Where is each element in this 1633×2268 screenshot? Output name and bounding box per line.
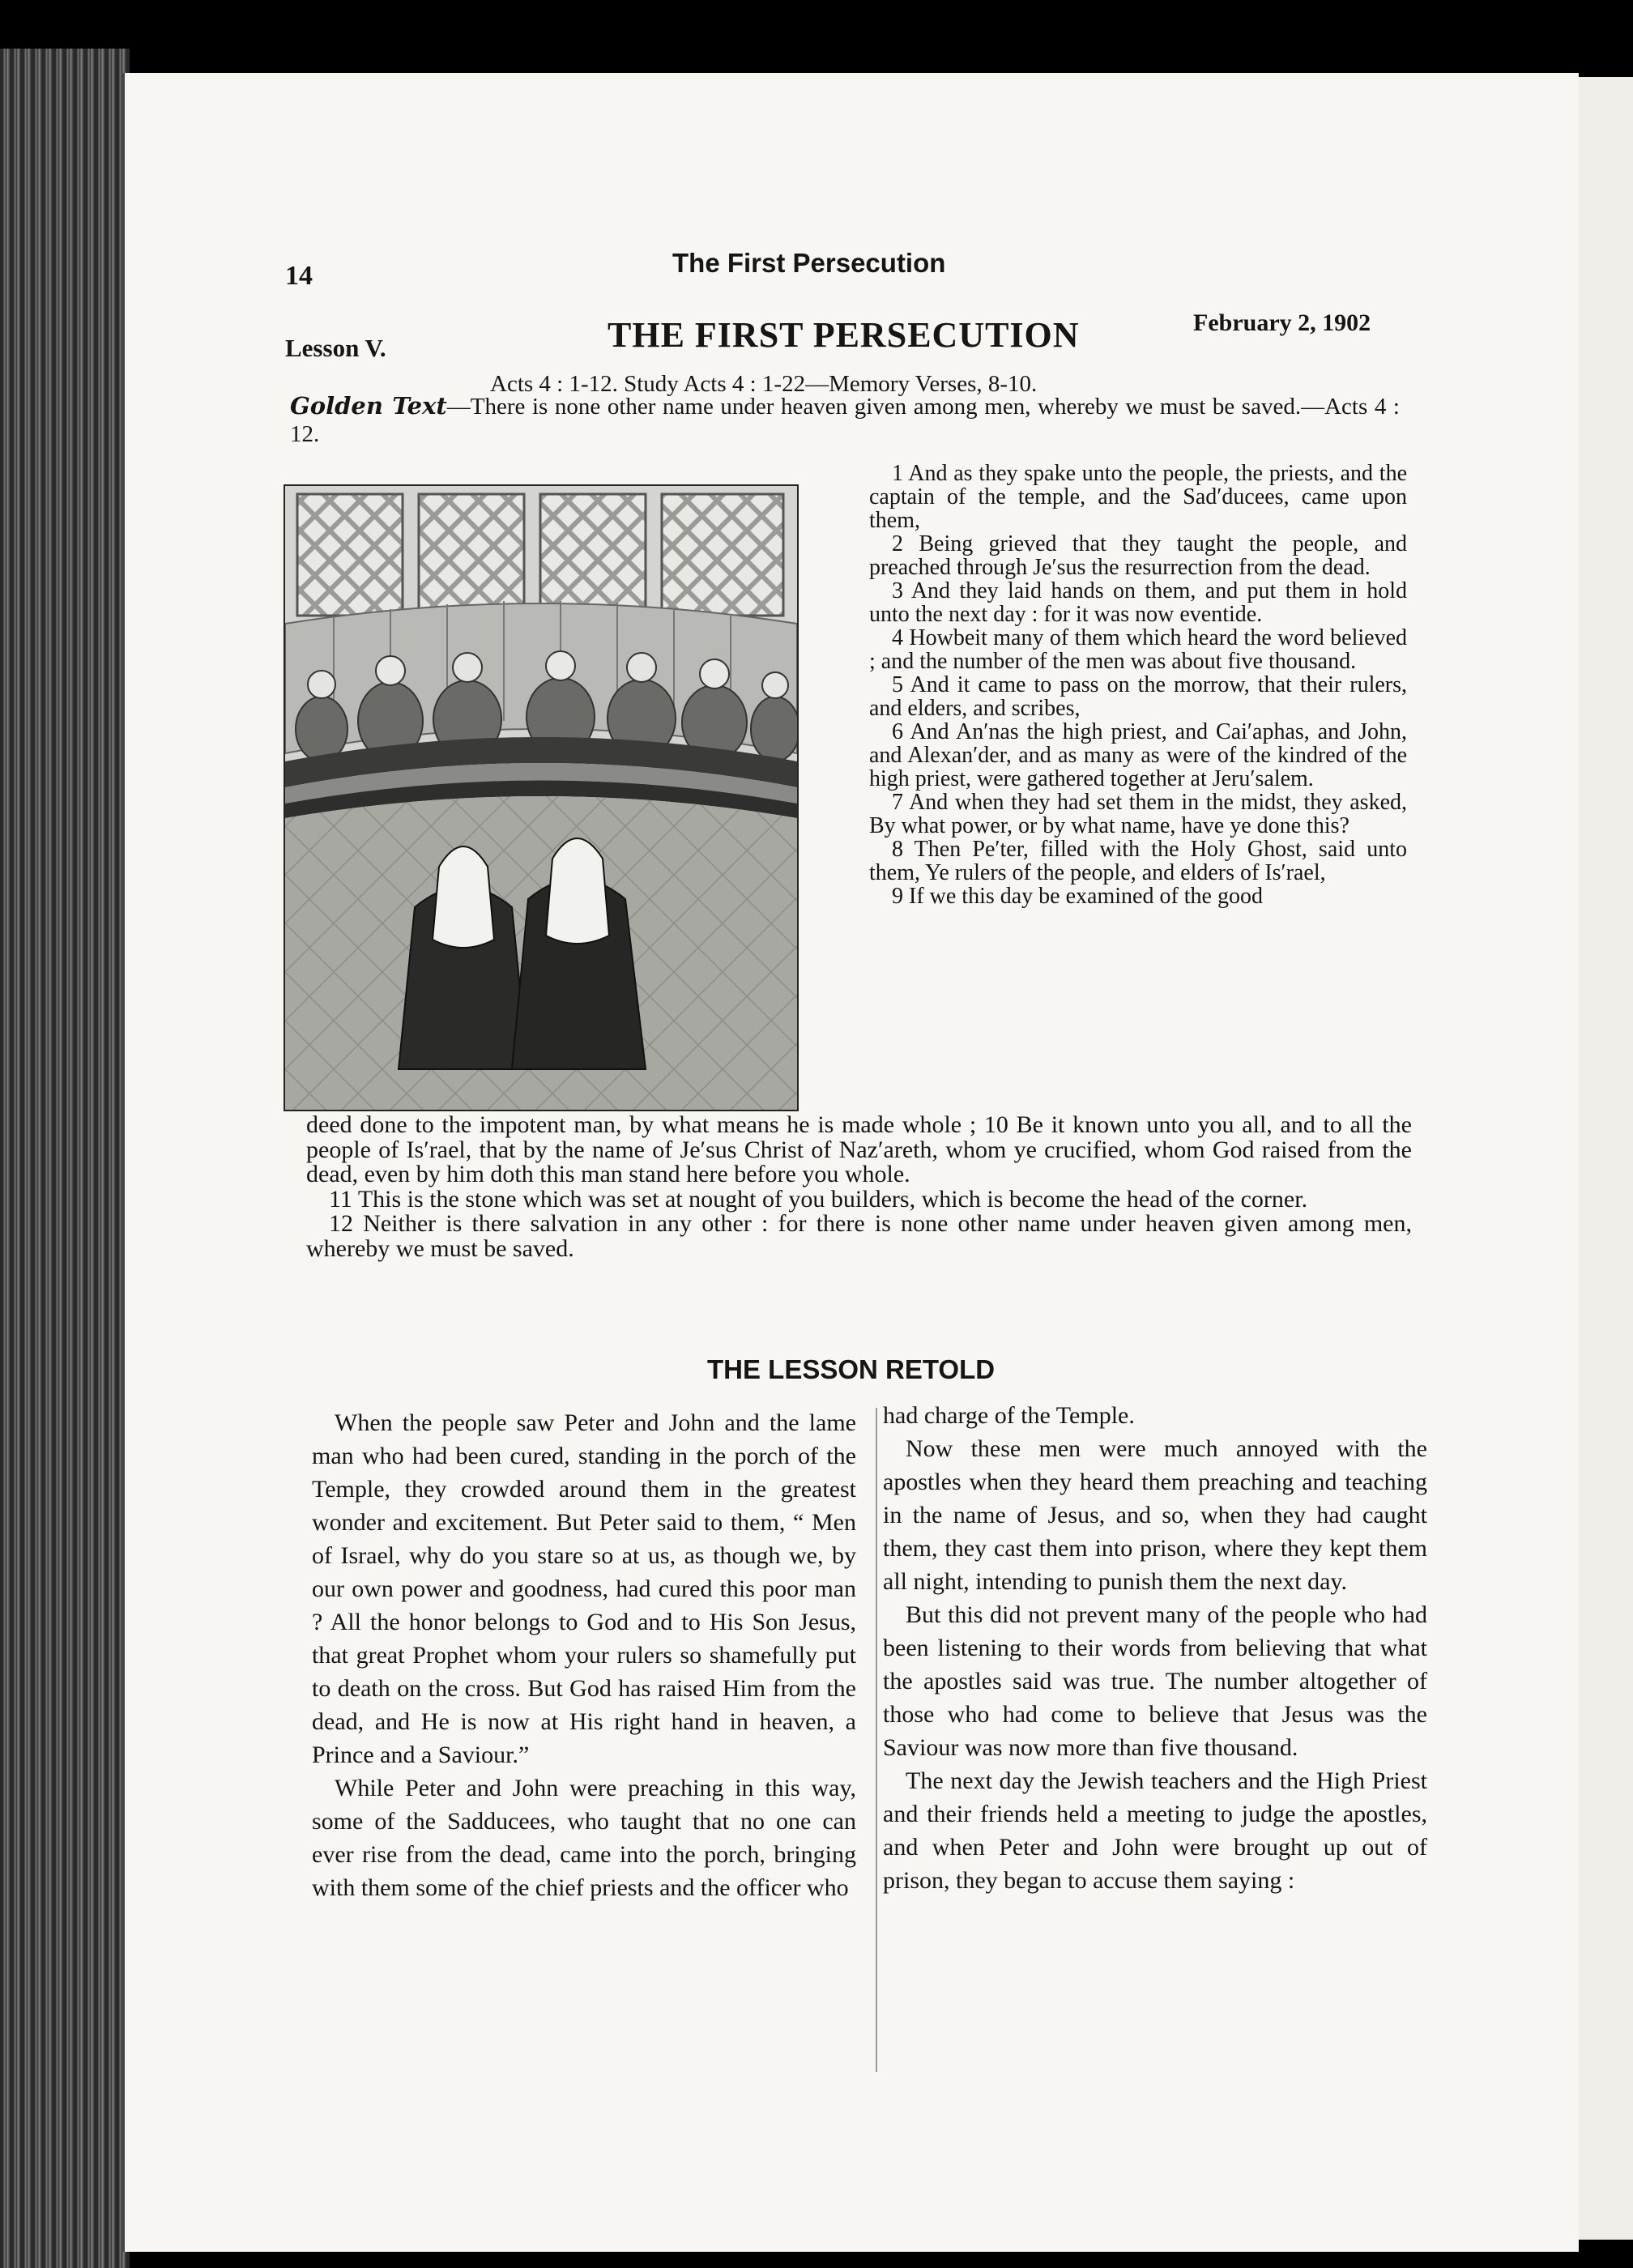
verse-1: 1 And as they spake unto the people, the priests, and the captain of the temple, and the Sad′ducees, came upon them, [869, 461, 1407, 533]
retold-paragraph: While Peter and John were preaching in this way, some of the Sadducees, who taught that no one can ever rise from the dead, came into the porch, bringing with them some of the chief priests and the officer who [312, 1775, 856, 1901]
column-divider [876, 1408, 877, 2072]
golden-text [290, 392, 1400, 448]
golden-text-label: Golden Text [290, 392, 447, 420]
retold-paragraph: Now these men were much annoyed with the apostles when they heard them preaching and teaching in the name of Jesus, and so, when they had caught them, they cast them into prison, where they kept them all night, intending to punish them the next day. [883, 1435, 1427, 1595]
illustration-drawing [285, 486, 797, 1110]
retold-left-column [312, 1406, 856, 1904]
retold-paragraph: The next day the Jewish teachers and the High Priest and their friends held a meeting to judge the apostles, and when Peter and John were brought up out of prison, they began to accuse them saying : [883, 1767, 1427, 1894]
verse-7: 7 And when they had set them in the midst, they asked, By what power, or by what name, have ye done this? [869, 790, 1407, 838]
verses-column [869, 462, 1407, 908]
verse-6: 6 And An′nas the high priest, and Cai′aphas, and John, and Alexan′der, and as many as were of the kindred of the high priest, were gathered together at Jeru′salem. [869, 719, 1407, 791]
lesson-retold-heading: THE LESSON RETOLD [707, 1354, 996, 1384]
verse-11: 11 This is the stone which was set at nought of you builders, which is become the head of the corner. [329, 1185, 1308, 1213]
verses-wide [306, 1113, 1412, 1261]
lesson-date: February 2, 1902 [1193, 309, 1371, 336]
sanhedrin-illustration [284, 484, 799, 1111]
retold-paragraph: When the people saw Peter and John and the lame man who had been cured, standing in the porch of the Temple, they crowded around them in the greatest wonder and excitement. But Peter said to them, “ Men of Israel, why do you stare so at us, as though we, by our own power and goodness, had cured this poor man ? All the honor belongs to God and to His Son Jesus, that great Prophet whom your rulers so shamefully put to death on the cross. But God has raised Him from the dead, and He is now at His right hand in heaven, a Prince and a Saviour.” [312, 1409, 856, 1768]
retold-right-column [883, 1399, 1427, 1897]
retold-paragraph: had charge of the Temple. [883, 1402, 1135, 1429]
verse-2: 2 Being grieved that they taught the people, and preached through Je′sus the resurrection from the dead. [869, 531, 1407, 580]
page-number: 14 [285, 261, 313, 291]
verse-9-continued: deed done to the impotent man, by what means he is made whole ; 10 Be it known unto you all, and to all the people of Is′rael, that by the name of Je′sus Christ of Naz′areth, whom ye crucified, whom God raised from the dead, even by him doth this man stand here before you whole. [306, 1111, 1412, 1187]
book-page-edges [0, 49, 130, 2268]
verse-12: 12 Neither is there salvation in any other : for there is none other name under heaven given among men, whereby we must be saved. [306, 1210, 1412, 1262]
golden-text-body: —There is none other name under heaven given among men, whereby we must be saved.—Acts 4 : 12. [290, 394, 1400, 447]
verse-9: 9 If we this day be examined of the good [892, 884, 1263, 909]
lesson-title: THE FIRST PERSECUTION [608, 315, 1080, 355]
verse-3: 3 And they laid hands on them, and put them in hold unto the next day : for it was now eventide. [869, 578, 1407, 627]
lesson-label: Lesson V. [285, 334, 386, 362]
verse-8: 8 Then Pe′ter, filled with the Holy Ghost, said unto them, Ye rulers of the people, and elders of Is′rael, [869, 837, 1407, 885]
verse-5: 5 And it came to pass on the morrow, that their rulers, and elders, and scribes, [869, 672, 1407, 721]
verse-4: 4 Howbeit many of them which heard the word believed ; and the number of the men was about five thousand. [869, 625, 1407, 674]
running-title: The First Persecution [672, 248, 946, 278]
scripture-references: Acts 4 : 1-12. Study Acts 4 : 1-22—Memory Verses, 8-10. [490, 371, 1038, 397]
retold-paragraph: But this did not prevent many of the people who had been listening to their words from believing that what the apostles said was true. The number altogether of those who had come to believe that Jesus was the Saviour was now more than five thousand. [883, 1601, 1427, 1761]
